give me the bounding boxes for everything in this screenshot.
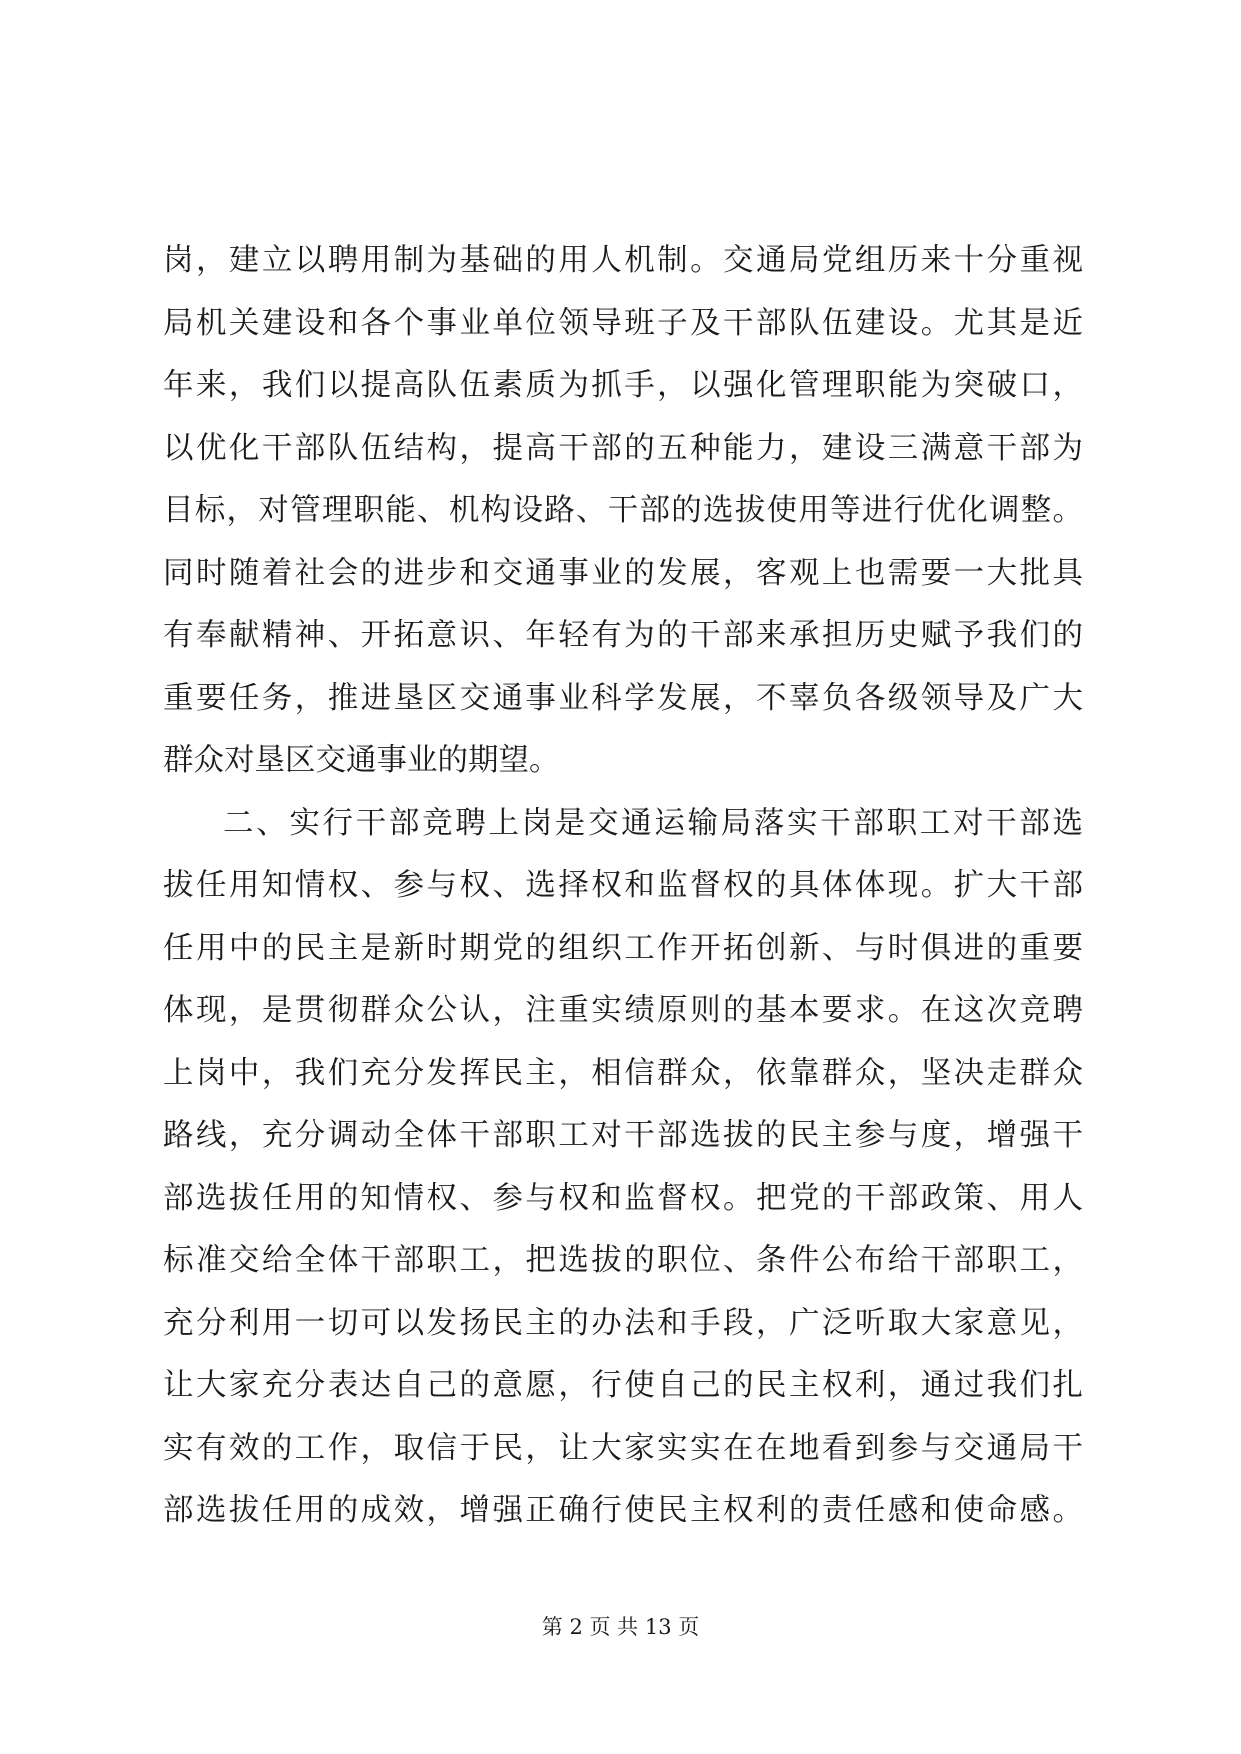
paragraph-2-line: 任用中的民主是新时期党的组织工作开拓创新、与时俱进的重要 — [163, 930, 1083, 966]
paragraph-2-line: 上岗中，我们充分发挥民主，相信群众，依靠群众，坚决走群众 — [163, 1055, 1083, 1091]
paragraph-2-line: 部选拔任用的成效，增强正确行使民主权利的责任感和使命感。 — [163, 1493, 1083, 1528]
paragraph-1-line: 岗，建立以聘用制为基础的用人机制。交通局党组历来十分重视 — [163, 243, 1083, 278]
body-text — [163, 230, 1083, 1543]
paragraph-1-line: 年来，我们以提高队伍素质为抓手，以强化管理职能为突破口， — [163, 368, 1083, 403]
paragraph-1-line: 重要任务，推进垦区交通事业科学发展，不辜负各级领导及广大 — [163, 680, 1083, 716]
paragraph-2-line: 让大家充分表达自己的意愿，行使自己的民主权利，通过我们扎 — [163, 1368, 1083, 1403]
paragraph-2-line: 体现，是贯彻群众公认，注重实绩原则的基本要求。在这次竞聘 — [163, 993, 1083, 1028]
paragraph-2-line: 实有效的工作，取信于民，让大家实实在在地看到参与交通局干 — [163, 1430, 1083, 1466]
paragraph-2-line: 路线，充分调动全体干部职工对干部选拔的民主参与度，增强干 — [163, 1118, 1083, 1153]
paragraph-2-line: 二、实行干部竞聘上岗是交通运输局落实干部职工对干部选 — [223, 805, 1083, 841]
paragraph-1-line: 以优化干部队伍结构，提高干部的五种能力，建设三满意干部为 — [163, 430, 1083, 466]
paragraph-2-line: 部选拔任用的知情权、参与权和监督权。把党的干部政策、用人 — [163, 1180, 1083, 1216]
paragraph-1-line: 群众对垦区交通事业的期望。 — [163, 743, 560, 778]
page-footer: 第 2 页 共 13 页 — [541, 1615, 700, 1639]
paragraph-2-line: 充分利用一切可以发扬民主的办法和手段，广泛听取大家意见， — [163, 1305, 1083, 1341]
paragraph-1-line: 局机关建设和各个事业单位领导班子及干部队伍建设。尤其是近 — [163, 305, 1083, 341]
paragraph-1-line: 目标，对管理职能、机构设路、干部的选拔使用等进行优化调整。 — [163, 493, 1083, 528]
paragraph-2-line: 标准交给全体干部职工，把选拔的职位、条件公布给干部职工， — [163, 1243, 1083, 1278]
paragraph-1-line: 有奉献精神、开拓意识、年轻有为的干部来承担历史赋予我们的 — [163, 618, 1083, 653]
paragraph-1-line: 同时随着社会的进步和交通事业的发展，客观上也需要一大批具 — [163, 555, 1083, 591]
paragraph-2-line: 拔任用知情权、参与权、选择权和监督权的具体体现。扩大干部 — [163, 868, 1083, 903]
